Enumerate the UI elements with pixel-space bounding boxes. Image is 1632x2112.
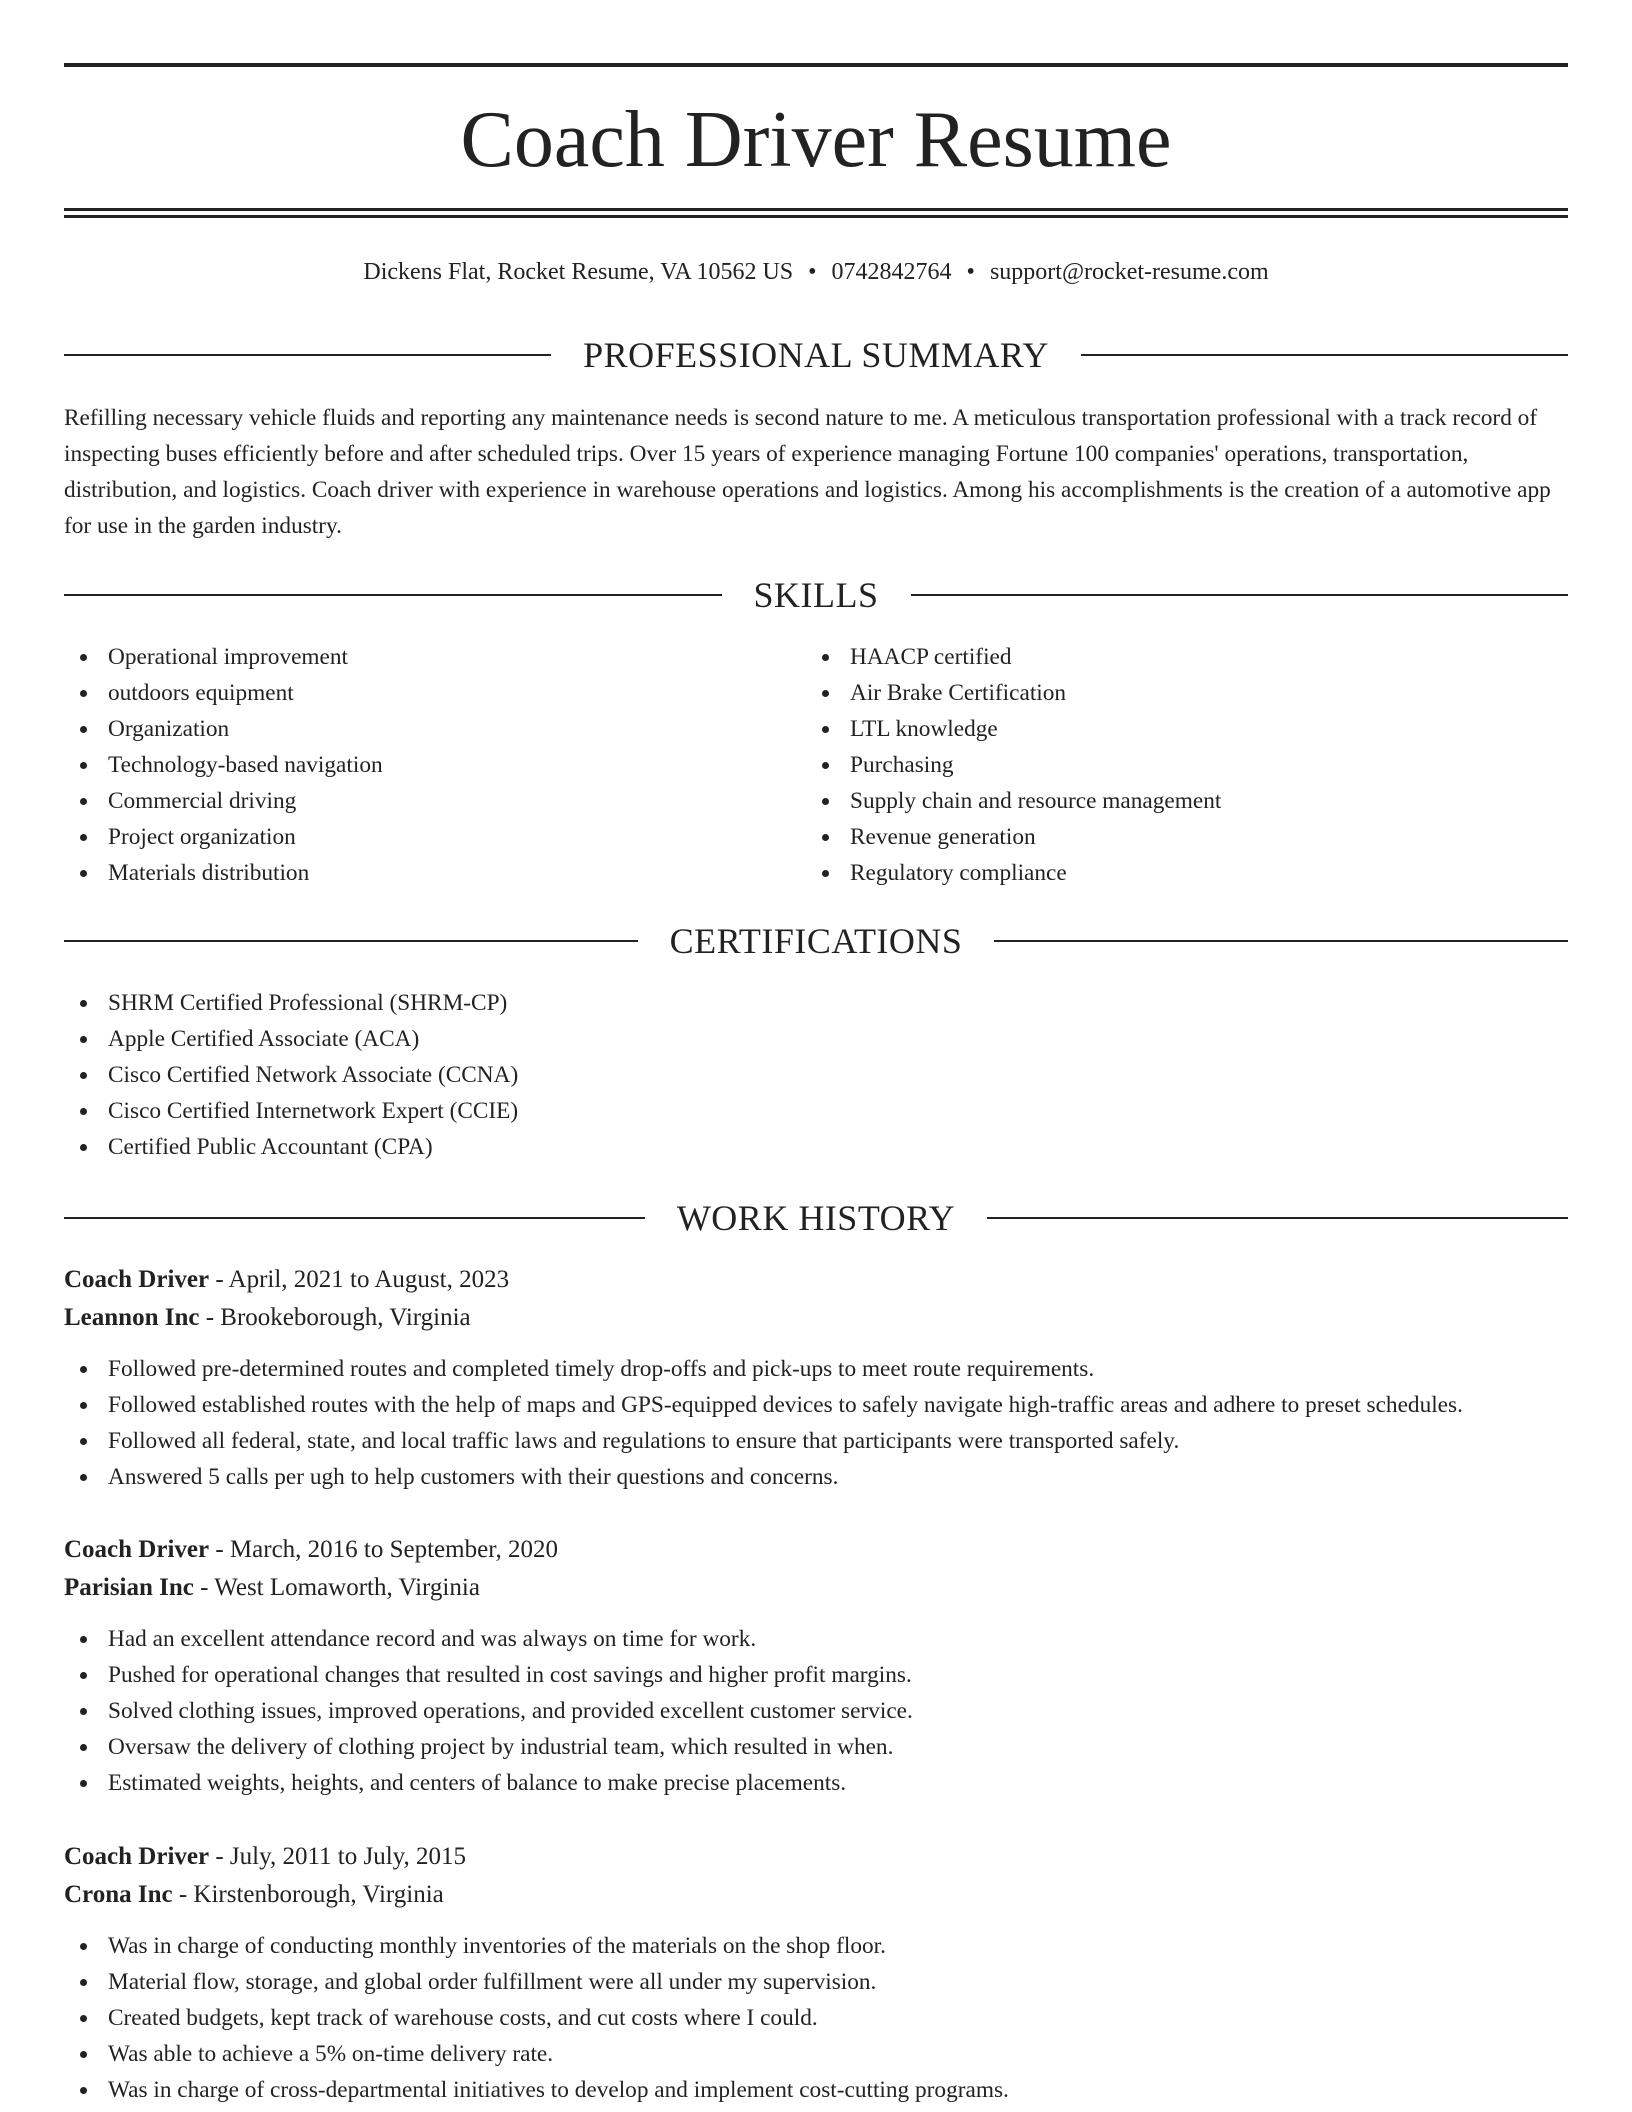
heading-rule [994,940,1568,942]
contact-separator: • [808,259,817,285]
contact-email: support@rocket-resume.com [989,259,1269,285]
section-title: SKILLS [753,575,879,615]
skill-item: Operational improvement [64,639,383,675]
job-company: Leannon Inc [64,1304,200,1331]
section-title: CERTIFICATIONS [669,921,963,961]
job-company-line [64,1299,1568,1337]
section-heading-skills [64,573,1568,617]
page-title: Coach Driver Resume [460,96,1172,184]
heading-rule [64,354,551,356]
contact-separator: • [966,259,975,285]
job-title: Coach Driver [64,1266,210,1293]
section-heading-certifications [64,919,1568,963]
heading-rule [1081,354,1568,356]
heading-rule [64,1217,645,1219]
job-duties-list [64,1928,1568,2108]
job-title: Coach Driver [64,1536,210,1563]
title-double-divider [64,208,1568,218]
job-duty-item: Created budgets, kept track of warehouse costs, and cut costs where I could. [64,2000,1568,2036]
contact-address: Dickens Flat, Rocket Resume, VA 10562 US [363,259,794,285]
job-dates: - March, 2016 to September, 2020 [209,1536,559,1563]
job-duty-item: Had an excellent attendance record and was always on time for work. [64,1621,1568,1657]
skill-item: Project organization [64,819,383,855]
job-dates: - July, 2011 to July, 2015 [209,1843,467,1870]
contact-line [64,254,1568,290]
job-entry [64,1531,1568,1801]
job-duty-item: Followed all federal, state, and local traffic laws and regulations to ensure that participants were transported safely. [64,1423,1568,1459]
job-duty-item: Pushed for operational changes that resulted in cost savings and higher profit margins. [64,1657,1568,1693]
job-location: - Brookeborough, Virginia [199,1304,471,1331]
skill-item: Supply chain and resource management [806,783,1221,819]
certification-item: Cisco Certified Internetwork Expert (CCIE) [64,1093,518,1129]
job-duty-item: Was in charge of cross-departmental initiatives to develop and implement cost-cutting programs. [64,2072,1568,2108]
skill-item: Regulatory compliance [806,855,1221,891]
job-entry [64,1838,1568,2108]
heading-rule [64,594,722,596]
job-dates: - April, 2021 to August, 2023 [209,1266,510,1293]
job-title-line [64,1531,1568,1569]
certifications-list [64,985,518,1165]
skills-list-left [64,639,383,891]
job-duty-item: Followed established routes with the help of maps and GPS-equipped devices to safely navigate high-traffic areas and adhere to preset schedules. [64,1387,1568,1423]
job-duty-item: Was able to achieve a 5% on-time delivery rate. [64,2036,1568,2072]
summary-text: Refilling necessary vehicle fluids and reporting any maintenance needs is second nature to me. A meticulous transportation professional with a track record of inspecting buses efficiently before and after scheduled trips. Over 15 years of experience managing Fortune 100 companies' operations, transportation, distribution, and logistics. Coach driver with experience in warehouse operations and logistics. Among his accomplishments is the creation of a automotive app for use in the garden industry. [64,405,1551,539]
heading-rule [987,1217,1568,1219]
section-title: WORK HISTORY [676,1198,956,1238]
heading-rule [64,940,638,942]
skill-item: Technology-based navigation [64,747,383,783]
job-title-line [64,1838,1568,1876]
skill-item: Commercial driving [64,783,383,819]
certification-item: Cisco Certified Network Associate (CCNA) [64,1057,518,1093]
section-heading-work-history [64,1196,1568,1240]
heading-rule [911,594,1569,596]
job-duties-list [64,1621,1568,1801]
job-duty-item: Material flow, storage, and global order fulfillment were all under my supervision. [64,1964,1568,2000]
skill-item: HAACP certified [806,639,1221,675]
certification-item: Certified Public Accountant (CPA) [64,1129,518,1165]
job-duty-item: Was in charge of conducting monthly inventories of the materials on the shop floor. [64,1928,1568,1964]
skill-item: outdoors equipment [64,675,383,711]
skill-item: Air Brake Certification [806,675,1221,711]
section-heading-summary [64,333,1568,377]
job-company: Crona Inc [64,1881,173,1908]
job-title-line [64,1261,1568,1299]
job-location: - West Lomaworth, Virginia [193,1574,480,1601]
skill-item: Revenue generation [806,819,1221,855]
job-duty-item: Solved clothing issues, improved operations, and provided excellent customer service. [64,1693,1568,1729]
certification-item: Apple Certified Associate (ACA) [64,1021,518,1057]
job-duty-item: Oversaw the delivery of clothing project by industrial team, which resulted in when. [64,1729,1568,1765]
job-duty-item: Followed pre-determined routes and completed timely drop-offs and pick-ups to meet route requirements. [64,1351,1568,1387]
skill-item: Materials distribution [64,855,383,891]
job-duties-list [64,1351,1568,1495]
job-company: Parisian Inc [64,1574,194,1601]
job-duty-item: Answered 5 calls per ugh to help customers with their questions and concerns. [64,1459,1568,1495]
skill-item: Organization [64,711,383,747]
job-location: - Kirstenborough, Virginia [172,1881,444,1908]
contact-phone: 0742842764 [831,259,952,285]
skill-item: Purchasing [806,747,1221,783]
job-title: Coach Driver [64,1843,210,1870]
job-entry [64,1261,1568,1495]
section-title: PROFESSIONAL SUMMARY [583,335,1049,375]
job-company-line [64,1569,1568,1607]
job-duty-item: Estimated weights, heights, and centers of balance to make precise placements. [64,1765,1568,1801]
certification-item: SHRM Certified Professional (SHRM-CP) [64,985,518,1021]
skills-list-right [806,639,1221,891]
skill-item: LTL knowledge [806,711,1221,747]
top-divider [64,63,1568,67]
job-company-line [64,1876,1568,1914]
